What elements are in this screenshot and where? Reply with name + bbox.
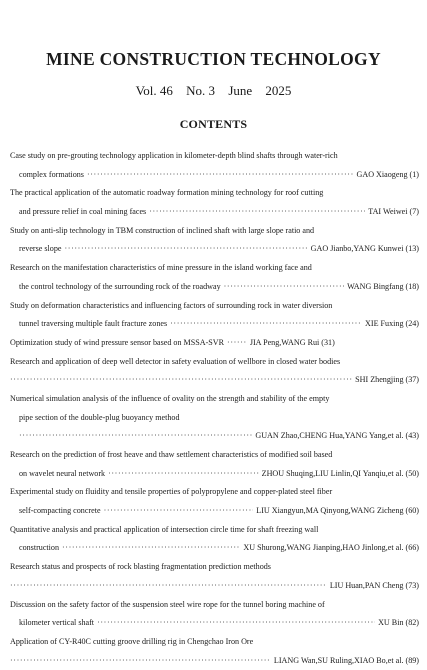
entry-title: Research and application of deep well detector in safety evaluation of wellbore in closed water bodies	[10, 356, 341, 366]
entry-title: Case study on pre-grouting technology application in kilometer-depth blind shafts through water-rich	[10, 151, 338, 160]
journal-title: MINE CONSTRUCTION TECHNOLOGY	[46, 49, 381, 69]
contents-heading: CONTENTS	[179, 117, 248, 131]
entry-authors: WANG Bingfang (18)	[347, 281, 419, 291]
entry-title-cont: construction	[19, 543, 60, 553]
entry-authors: GAO Jianbo,YANG Kunwei (13)	[310, 244, 419, 254]
entry-title-cont: reverse slope	[19, 244, 62, 254]
entry-title: Application of CY-R40C cutting groove drilling rig in Chengchao Iron Ore	[10, 636, 254, 646]
entry-authors: SHI Zhengjing (37)	[355, 375, 419, 385]
toc-entry[interactable]	[10, 334, 419, 353]
entry-authors: LIU Xiangyun,MA Qinyong,WANG Zicheng (60)	[256, 506, 419, 516]
toc-entry[interactable]	[10, 558, 419, 595]
entry-title-cont: complex formations	[19, 169, 84, 179]
dot-leader	[227, 334, 247, 353]
dot-leader	[108, 465, 259, 484]
entry-authors: XU Bin (82)	[378, 618, 419, 628]
entry-title-cont: kilometer vertical shaft	[19, 618, 95, 628]
issue-number: No. 3	[186, 83, 216, 98]
entry-authors: LIANG Wan,SU Ruling,XIAO Bo,et al. (89)	[273, 655, 419, 665]
entry-authors: JIA Peng,WANG Rui (31)	[249, 337, 335, 347]
table-of-contents	[10, 147, 419, 670]
toc-entry[interactable]	[10, 222, 419, 259]
year: 2025	[265, 83, 292, 98]
entry-title-cont: self-compacting concrete	[19, 506, 101, 516]
toc-entry[interactable]	[10, 521, 419, 558]
entry-title: Experimental study on fluidity and tensile properties of polypropylene and copper-plated steel fiber	[10, 487, 333, 497]
dot-leader	[97, 614, 375, 633]
dot-leader	[104, 502, 254, 521]
entry-title: Optimization study of wind pressure sensor based on MSSA-SVR	[10, 337, 225, 347]
entry-authors: TAI Weiwei (7)	[368, 207, 419, 217]
issue-info	[0, 83, 427, 99]
dot-leader	[87, 166, 354, 185]
entry-title: Study on deformation characteristics and influencing factors of surrounding rock in water diversion	[10, 300, 333, 310]
toc-entry[interactable]	[10, 596, 419, 633]
dot-leader	[10, 652, 271, 670]
entry-authors: GAO Xiaogeng (1)	[356, 169, 419, 179]
month: June	[228, 83, 253, 98]
dot-leader	[19, 427, 252, 446]
entry-title-cont: the control technology of the surrounding rock of the roadway	[19, 281, 221, 291]
toc-entry[interactable]	[10, 297, 419, 334]
entry-title: Quantitative analysis and practical application of intersection circle time for shaft freezing wall	[10, 524, 319, 534]
toc-entry[interactable]	[10, 446, 419, 483]
toc-entry[interactable]	[10, 259, 419, 296]
entry-authors: LIU Huan,PAN Cheng (73)	[329, 580, 419, 590]
toc-entry[interactable]	[10, 390, 419, 446]
entry-authors: ZHOU Shuqing,LIU Linlin,QI Yanqiu,et al. (50)	[261, 468, 419, 478]
entry-title-mid: pipe section of the double-plug buoyancy method	[19, 412, 180, 422]
entry-authors: XU Shurong,WANG Jianping,HAO Jinlong,et al. (66)	[243, 543, 419, 553]
volume: Vol. 46	[135, 83, 173, 98]
dot-leader	[10, 371, 352, 390]
entry-title: The practical application of the automatic roadway formation mining technology for roof cutting	[10, 188, 324, 198]
entry-title-cont: on wavelet neural network	[19, 468, 106, 478]
toc-entry[interactable]	[10, 184, 419, 221]
dot-leader	[10, 577, 327, 596]
toc-entry[interactable]	[10, 147, 419, 184]
dot-leader	[149, 203, 365, 222]
entry-title: Study on anti-slip technology in TBM construction of inclined shaft with large slope ratio and	[10, 225, 315, 235]
entry-title: Discussion on the safety factor of the suspension steel wire rope for the tunnel boring machine of	[10, 599, 325, 609]
entry-title: Research on the manifestation characteristics of mine pressure in the island working face and	[10, 263, 312, 273]
entry-authors: XIE Fuxing (24)	[365, 319, 419, 329]
toc-entry[interactable]	[10, 353, 419, 390]
entry-title-cont: tunnel traversing multiple fault fracture zones	[19, 319, 168, 329]
entry-title: Numerical simulation analysis of the influence of ovality on the strength and stability of the empty	[10, 393, 330, 403]
entry-authors: GUAN Zhao,CHENG Hua,YANG Yang,et al. (43)	[255, 431, 419, 441]
dot-leader	[170, 315, 362, 334]
toc-entry[interactable]	[10, 633, 419, 670]
toc-entry[interactable]	[10, 483, 419, 520]
dot-leader	[64, 240, 307, 259]
dot-leader	[62, 539, 240, 558]
entry-title: Research on the prediction of frost heave and thaw settlement characteristics of modified soil based	[10, 450, 333, 459]
dot-leader	[224, 278, 344, 297]
entry-title-cont: and pressure relief in coal mining faces	[19, 207, 147, 217]
entry-title: Research status and prospects of rock blasting fragmentation prediction methods	[10, 562, 271, 572]
